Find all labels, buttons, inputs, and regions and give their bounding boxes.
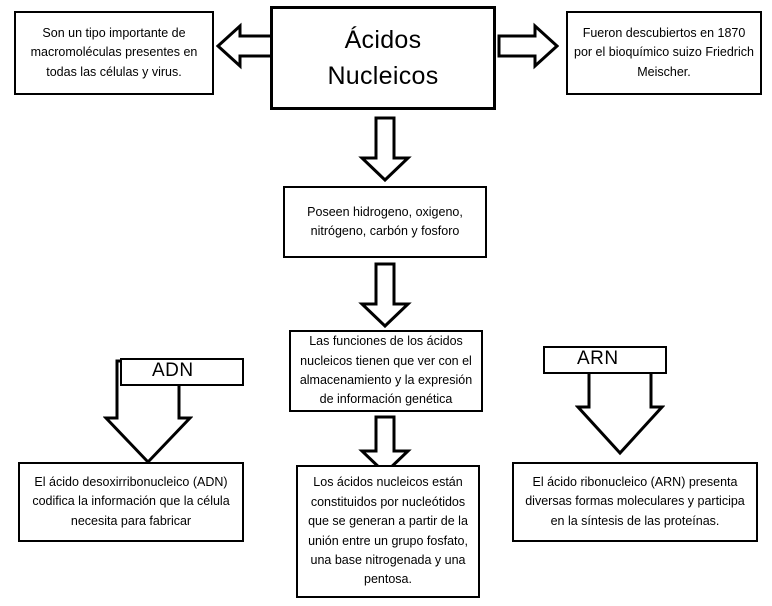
adn-label: ADN xyxy=(152,360,194,381)
arrow-down-title-icon xyxy=(358,116,412,184)
functions-box: Las funciones de los ácidos nucleicos tienen que ver con el almacenamiento y la expresión de información genética xyxy=(289,330,483,412)
center-bottom-box: Los ácidos nucleicos están constituidos por nucleótidos que se generan a partir de la unión entre un grupo fosfato, una base nitrogenada y una pentosa. xyxy=(296,465,480,598)
arrow-right-top-icon xyxy=(497,22,559,70)
arn-label: ARN xyxy=(577,348,619,369)
arn-description-box: El ácido ribonucleico (ARN) presenta diversas formas moleculares y participa en la síntesis de las proteínas. xyxy=(512,462,758,542)
left-top-box: Son un tipo importante de macromoléculas presentes en todas las células y virus. xyxy=(14,11,214,95)
title-box xyxy=(270,6,496,110)
arrow-left-top-icon xyxy=(216,22,278,70)
right-top-box: Fueron descubiertos en 1870 por el bioquímico suizo Friedrich Meischer. xyxy=(566,11,762,95)
arrow-down-composition-icon xyxy=(358,262,412,330)
title-line-1: Ácidos xyxy=(344,25,422,54)
title-line-2: Nucleicos xyxy=(327,62,439,90)
composition-box: Poseen hidrogeno, oxigeno, nitrógeno, carbón y fosforo xyxy=(283,186,487,258)
adn-description-box: El ácido desoxirribonucleico (ADN) codifica la información que la célula necesita para fabricar xyxy=(18,462,244,542)
